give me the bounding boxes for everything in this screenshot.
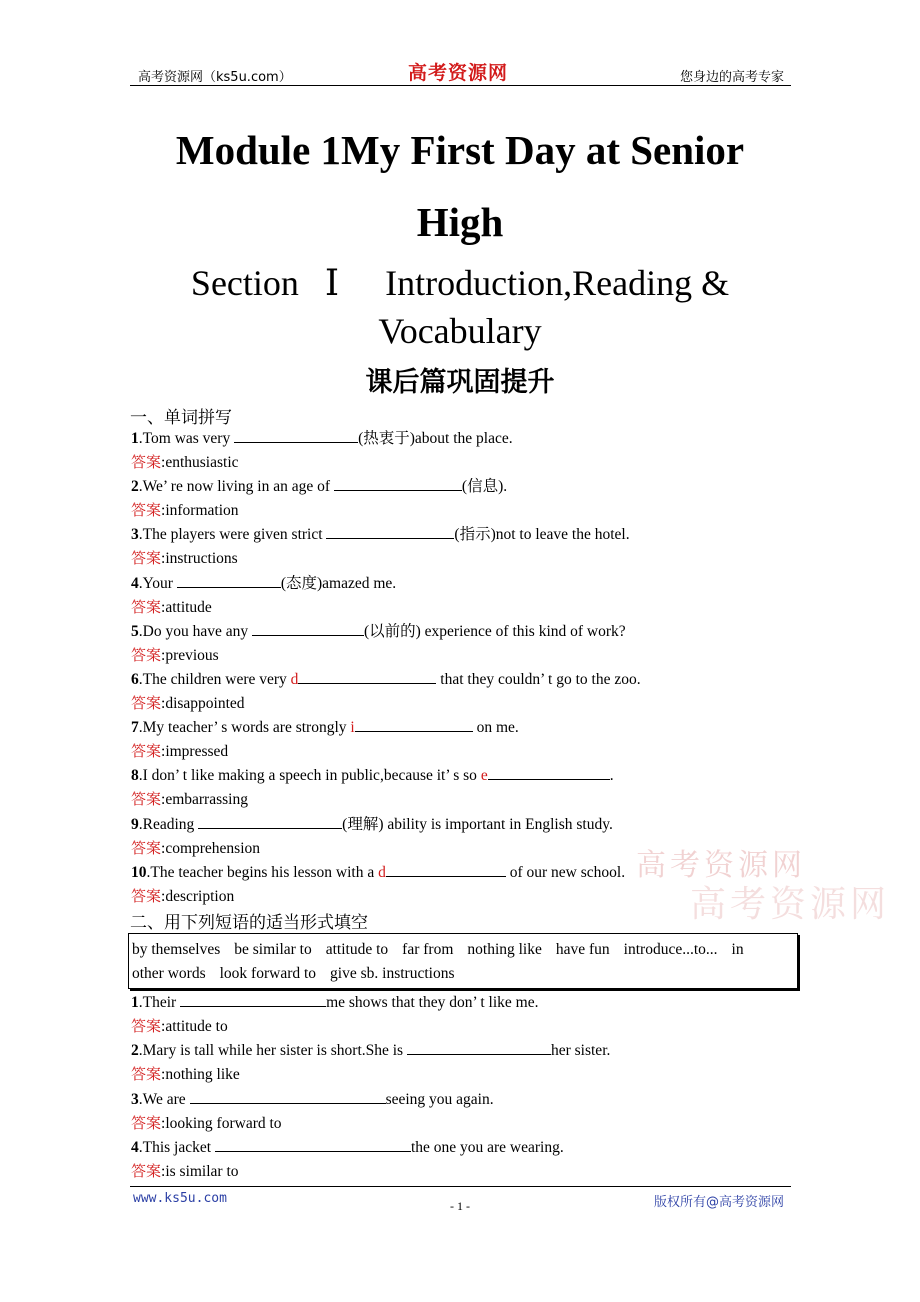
answer-line [131, 886, 234, 907]
answer-label: 答案 [131, 1162, 162, 1180]
answer-text: :information [161, 502, 239, 519]
module-title-line1: Module 1My First Day at Senior [175, 127, 745, 173]
question-number: 9 [131, 816, 139, 833]
watermark-text: 高考资源网 [690, 884, 891, 925]
phrase-option: be similar to [234, 941, 312, 958]
question-text: .My teacher’ s words are strongly [138, 719, 351, 736]
question-number: 2 [131, 1042, 139, 1059]
question-text: (理解) ability is important in English study. [342, 816, 613, 833]
answer-blank[interactable] [190, 1089, 386, 1104]
answer-text: :embarrassing [161, 791, 248, 808]
question-text: seeing you again. [385, 1091, 494, 1108]
question-text: (以前的) experience of this kind of work? [363, 623, 626, 640]
answer-text: :description [161, 888, 235, 905]
answer-text: :disappointed [161, 695, 245, 712]
hint-letter: e [480, 767, 488, 784]
answer-label: 答案 [131, 453, 162, 471]
question-text: .We are [138, 1091, 190, 1108]
header-divider [130, 85, 791, 86]
question-line [131, 1137, 564, 1158]
answer-line [131, 500, 239, 521]
question-line [131, 621, 626, 642]
answer-label: 答案 [131, 887, 162, 905]
answer-line [131, 452, 239, 473]
header-site-name: 高考资源网（ks5u.com） [138, 70, 292, 85]
question-number: 3 [131, 1091, 139, 1108]
answer-text: :nothing like [161, 1066, 240, 1083]
answer-blank[interactable] [234, 428, 358, 443]
question-number: 6 [131, 671, 139, 688]
answer-line [131, 741, 228, 762]
question-number: 5 [131, 623, 139, 640]
hint-letter: i [350, 719, 355, 736]
answer-label: 答案 [131, 1114, 162, 1132]
answer-text: :looking forward to [161, 1115, 282, 1132]
hint-letter: d [378, 864, 386, 881]
answer-line [131, 645, 219, 666]
answer-label: 答案 [131, 598, 162, 616]
answer-line [131, 789, 248, 810]
footer-copyright: 版权所有@高考资源网 [653, 1195, 784, 1210]
question-number: 8 [131, 767, 139, 784]
answer-text: :is similar to [161, 1163, 239, 1180]
answer-label: 答案 [131, 646, 162, 664]
question-text: .The teacher begins his lesson with a [146, 864, 379, 881]
question-text: .Tom was very [138, 430, 235, 447]
question-number: 4 [131, 575, 139, 592]
question-text: (热衷于)about the place. [358, 430, 513, 447]
page-header [130, 58, 790, 86]
phrase-box [128, 933, 798, 989]
question-text: me shows that they don’ t like me. [326, 994, 539, 1011]
question-number: 1 [131, 994, 139, 1011]
question-number: 10 [131, 864, 147, 881]
question-text: .This jacket [138, 1139, 215, 1156]
phrase-option: attitude to [325, 941, 389, 958]
answer-blank[interactable] [252, 621, 364, 636]
page-number: - 1 - [450, 1199, 470, 1213]
question-text: (态度)amazed me. [280, 575, 397, 592]
answer-label: 答案 [131, 501, 162, 519]
phrase-option: introduce...to... [623, 941, 718, 958]
answer-text: :impressed [161, 743, 229, 760]
answer-text: :previous [161, 647, 219, 664]
question-text: . [609, 767, 614, 784]
answer-text: :comprehension [161, 840, 261, 857]
answer-blank[interactable] [326, 524, 454, 539]
question-text: of our new school. [505, 864, 626, 881]
question-text: .I don’ t like making a speech in public,because it’ s so [138, 767, 481, 784]
phrase-option: in [731, 941, 744, 958]
phrase-row-2 [132, 965, 468, 983]
header-logo: 高考资源网 [408, 62, 509, 84]
answer-blank[interactable] [198, 814, 342, 829]
answer-text: :enthusiastic [161, 454, 239, 471]
question-text: .Their [138, 994, 181, 1011]
section-title-line2: Vocabulary [378, 311, 542, 351]
question-text: on me. [472, 719, 519, 736]
answer-text: :instructions [161, 550, 238, 567]
footer-divider [130, 1186, 791, 1187]
question-line [131, 765, 614, 786]
answer-text: :attitude [161, 599, 212, 616]
answer-blank[interactable] [334, 476, 462, 491]
answer-blank[interactable] [298, 669, 436, 684]
part2-heading: 二、用下列短语的适当形式填空 [130, 913, 368, 933]
question-text: (指示)not to leave the hotel. [454, 526, 630, 543]
answer-label: 答案 [131, 839, 162, 857]
answer-blank[interactable] [215, 1137, 411, 1152]
question-number: 3 [131, 526, 139, 543]
phrase-option: look forward to [219, 965, 317, 982]
question-text: .Mary is tall while her sister is short.She is [138, 1042, 407, 1059]
answer-label: 答案 [131, 1017, 162, 1035]
phrase-option: other words [132, 965, 206, 982]
question-text: .We’ re now living in an age of [138, 478, 334, 495]
chinese-title: 课后篇巩固提升 [365, 367, 555, 398]
phrase-row-1 [132, 941, 758, 959]
question-line [131, 573, 396, 594]
question-line [131, 476, 507, 497]
question-line [131, 524, 630, 545]
question-text: .The players were given strict [138, 526, 327, 543]
answer-line [131, 597, 212, 618]
answer-line [131, 1016, 228, 1037]
answer-label: 答案 [131, 694, 162, 712]
answer-line [131, 1161, 239, 1182]
answer-line [131, 693, 245, 714]
answer-label: 答案 [131, 549, 162, 567]
question-line [131, 428, 513, 449]
question-line [131, 992, 538, 1013]
phrase-option: nothing like [467, 941, 542, 958]
answer-blank[interactable] [407, 1040, 551, 1055]
section-rest: Introduction,Reading & [385, 263, 730, 303]
answer-blank[interactable] [177, 573, 281, 588]
module-title-line2: High [416, 199, 504, 245]
answer-blank[interactable] [355, 717, 473, 732]
answer-label: 答案 [131, 1065, 162, 1083]
section-word: Section [190, 263, 299, 303]
answer-label: 答案 [131, 790, 162, 808]
question-text: that they couldn’ t go to the zoo. [436, 671, 641, 688]
question-line [131, 814, 613, 835]
answer-blank[interactable] [180, 992, 326, 1007]
answer-blank[interactable] [488, 765, 610, 780]
answer-blank[interactable] [386, 862, 506, 877]
question-line [131, 862, 625, 883]
question-line [131, 669, 641, 690]
answer-line [131, 1064, 240, 1085]
section-number: Ⅰ [324, 263, 340, 303]
answer-line [131, 838, 260, 859]
question-text: (信息). [461, 478, 508, 495]
question-number: 1 [131, 430, 139, 447]
question-number: 2 [131, 478, 139, 495]
question-text: .Do you have any [138, 623, 252, 640]
question-number: 7 [131, 719, 139, 736]
question-text: .Reading [138, 816, 199, 833]
phrase-option: have fun [555, 941, 610, 958]
phrase-option: far from [402, 941, 454, 958]
question-text: her sister. [550, 1042, 611, 1059]
question-line [131, 717, 519, 738]
hint-letter: d [290, 671, 299, 688]
answer-label: 答案 [131, 742, 162, 760]
phrase-option: give sb. instructions [330, 965, 455, 982]
footer-site-link[interactable]: www.ks5u.com [133, 1191, 227, 1206]
answer-line [131, 548, 238, 569]
answer-line [131, 1113, 282, 1134]
header-slogan: 您身边的高考专家 [679, 70, 784, 85]
part1-heading: 一、单词拼写 [130, 408, 232, 428]
question-text: .The children were very [138, 671, 291, 688]
watermark-text: 高考资源网 [636, 848, 806, 883]
question-number: 4 [131, 1139, 139, 1156]
question-text: the one you are wearing. [410, 1139, 564, 1156]
question-line [131, 1089, 494, 1110]
question-line [131, 1040, 610, 1061]
answer-text: :attitude to [161, 1018, 228, 1035]
section-title [0, 262, 920, 304]
phrase-option: by themselves [132, 941, 221, 958]
question-text: .Your [138, 575, 177, 592]
